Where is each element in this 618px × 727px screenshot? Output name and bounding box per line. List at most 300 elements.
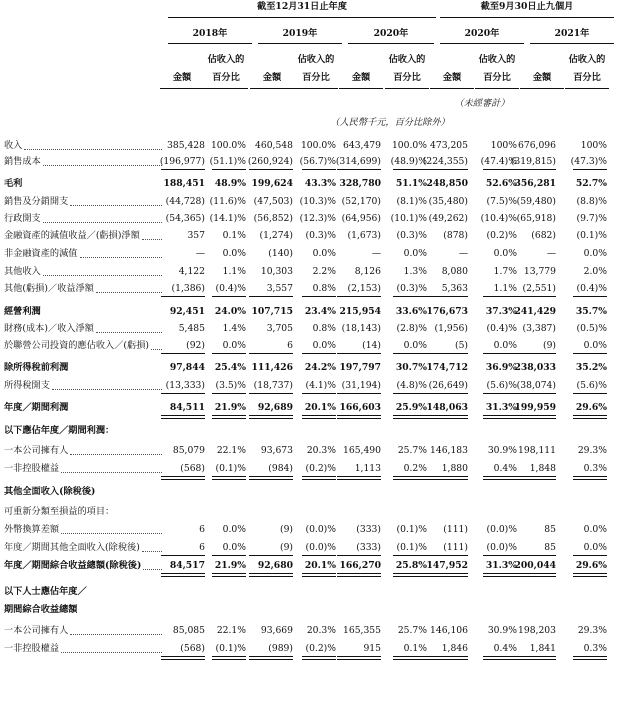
total-rule bbox=[512, 393, 556, 394]
percent-cell: 0.0% bbox=[403, 340, 427, 351]
total-rule bbox=[249, 169, 293, 170]
percent-cell: 0.0% bbox=[583, 542, 607, 553]
total-rule bbox=[573, 353, 607, 354]
total-rule bbox=[161, 296, 205, 297]
percent-cell: 25.9% bbox=[395, 402, 427, 413]
row-label: 銷售及分銷開支 bbox=[4, 196, 69, 207]
percent-cell: 0.8% bbox=[312, 283, 336, 294]
percent-cell: 0.0% bbox=[222, 340, 246, 351]
percent-cell: (0.0)% bbox=[486, 524, 517, 535]
pct-col-rule bbox=[565, 88, 609, 89]
percent-cell: 0.0% bbox=[403, 248, 427, 259]
total-rule bbox=[393, 573, 427, 577]
percent-cell: (0.2)% bbox=[305, 463, 336, 474]
amount-cell: — bbox=[371, 248, 381, 259]
total-rule bbox=[512, 353, 556, 354]
total-rule bbox=[573, 573, 607, 577]
total-rule bbox=[337, 415, 381, 419]
percent-cell: (0.0)% bbox=[305, 542, 336, 553]
percent-cell: 0.1% bbox=[403, 643, 427, 654]
percent-cell: 37.3% bbox=[485, 306, 517, 317]
amount-cell: (65,918) bbox=[516, 213, 556, 224]
amount-col-header: 金額 bbox=[262, 72, 282, 83]
percent-cell: (10.4)% bbox=[480, 213, 517, 224]
amount-cell: — bbox=[546, 248, 556, 259]
total-rule bbox=[424, 415, 468, 419]
total-rule bbox=[512, 555, 556, 556]
amount-cell: 241,429 bbox=[514, 306, 556, 317]
total-rule bbox=[337, 476, 381, 480]
amount-cell: 188,451 bbox=[163, 178, 205, 189]
percent-cell: (0.4)% bbox=[486, 323, 517, 334]
percent-cell: (8.1)% bbox=[396, 196, 427, 207]
percent-cell: (0.4)% bbox=[215, 283, 246, 294]
row-label: 可重新分類至損益的項目： bbox=[4, 506, 115, 517]
percent-cell: (0.1)% bbox=[576, 230, 607, 241]
percent-cell: (0.0)% bbox=[486, 542, 517, 553]
amount-cell: 356,281 bbox=[514, 178, 556, 189]
amount-cell: (64,956) bbox=[341, 213, 381, 224]
percent-cell: 48.9% bbox=[214, 178, 246, 189]
amount-cell: (13,333) bbox=[165, 380, 205, 391]
percent-cell: 25.7% bbox=[397, 445, 427, 456]
amount-cell: 198,111 bbox=[518, 445, 556, 456]
percent-cell: 0.8% bbox=[312, 323, 336, 334]
amount-cell: 197,797 bbox=[339, 362, 381, 373]
dot-leader bbox=[61, 533, 162, 534]
row-label: 於聯營公司投資的應佔收入／(虧損) bbox=[4, 340, 149, 351]
percent-cell: 36.9% bbox=[485, 362, 517, 373]
amount-cell: 85 bbox=[544, 542, 556, 553]
amount-col-header: 金額 bbox=[351, 72, 371, 83]
total-rule bbox=[393, 476, 427, 480]
amount-cell: 165,355 bbox=[343, 625, 381, 636]
amount-col-header: 金額 bbox=[442, 72, 462, 83]
total-rule bbox=[573, 169, 607, 170]
amount-cell: (1,274) bbox=[259, 230, 293, 241]
amount-cell: 643,479 bbox=[343, 140, 381, 151]
percent-cell: 0.0% bbox=[493, 340, 517, 351]
total-rule bbox=[212, 169, 246, 170]
total-rule bbox=[337, 296, 381, 297]
total-rule bbox=[512, 169, 556, 170]
dot-leader bbox=[70, 205, 162, 206]
percent-cell: 24.0% bbox=[214, 306, 246, 317]
total-rule bbox=[161, 353, 205, 354]
year-rule-2020 bbox=[348, 43, 434, 44]
percent-cell: 100% bbox=[490, 140, 517, 151]
percent-cell: 1.4% bbox=[222, 323, 246, 334]
total-rule bbox=[424, 393, 468, 394]
amount-cell: 10,303 bbox=[260, 266, 293, 277]
total-rule bbox=[424, 656, 468, 660]
amount-cell: 146,183 bbox=[430, 445, 468, 456]
amount-cell: 174,712 bbox=[426, 362, 468, 373]
amount-col-header: 金額 bbox=[172, 72, 192, 83]
percent-cell: (0.1)% bbox=[215, 463, 246, 474]
percent-cell: 25.8% bbox=[395, 560, 427, 571]
amount-cell: (1,386) bbox=[171, 283, 205, 294]
amount-cell: (18,143) bbox=[341, 323, 381, 334]
total-rule bbox=[161, 393, 205, 394]
amount-cell: (568) bbox=[180, 463, 205, 474]
amount-cell: 166,603 bbox=[339, 402, 381, 413]
group-rule-nine-months bbox=[440, 17, 614, 18]
total-rule bbox=[424, 555, 468, 556]
percent-cell: 22.1% bbox=[216, 445, 246, 456]
row-label: 其他(虧損)／收益淨額 bbox=[4, 283, 94, 294]
percent-cell: 21.9% bbox=[214, 560, 246, 571]
total-rule bbox=[302, 573, 336, 577]
row-label: 非金融資產的減值 bbox=[4, 248, 78, 259]
percent-cell: 30.7% bbox=[395, 362, 427, 373]
total-rule bbox=[212, 393, 246, 394]
total-rule bbox=[249, 353, 293, 354]
percent-cell: 52.7% bbox=[575, 178, 607, 189]
amount-cell: (9) bbox=[279, 542, 293, 553]
amount-cell: 93,673 bbox=[260, 445, 293, 456]
year-header-2020: 2020年 bbox=[373, 28, 409, 39]
row-label: 外幣換算差額 bbox=[4, 524, 60, 535]
percent-cell: (4.8)% bbox=[396, 380, 427, 391]
pct-col-header-line1: 佔收入的 bbox=[207, 54, 245, 65]
amount-cell: 460,548 bbox=[255, 140, 293, 151]
total-rule bbox=[424, 296, 468, 297]
amount-cell: 165,490 bbox=[343, 445, 381, 456]
row-label: 行政開支 bbox=[4, 213, 41, 224]
total-rule bbox=[573, 476, 607, 480]
percent-cell: 29.6% bbox=[575, 560, 607, 571]
percent-cell: (0.2)% bbox=[305, 643, 336, 654]
year-header-2019: 2019年 bbox=[282, 28, 318, 39]
amount-cell: (196,977) bbox=[159, 156, 205, 167]
amount-cell: (989) bbox=[268, 643, 293, 654]
amount-cell: 328,780 bbox=[339, 178, 381, 189]
pct-col-header-line2: 百分比 bbox=[393, 72, 421, 83]
percent-cell: 100% bbox=[580, 140, 607, 151]
percent-cell: 0.2% bbox=[403, 463, 427, 474]
total-rule bbox=[337, 573, 381, 577]
percent-cell: 20.1% bbox=[304, 560, 336, 571]
amount-cell: (31,194) bbox=[341, 380, 381, 391]
amount-cell: 199,624 bbox=[251, 178, 293, 189]
total-rule bbox=[393, 415, 427, 419]
amount-cell: (18,737) bbox=[253, 380, 293, 391]
percent-cell: 0.0% bbox=[583, 340, 607, 351]
amount-cell: (59,480) bbox=[516, 196, 556, 207]
percent-cell: (9.7)% bbox=[576, 213, 607, 224]
pct-col-header-line2: 百分比 bbox=[573, 72, 601, 83]
amount-cell: (47,503) bbox=[253, 196, 293, 207]
row-label: 一非控股權益 bbox=[4, 463, 60, 474]
amount-cell: 4,122 bbox=[178, 266, 205, 277]
pct-col-header-line1: 佔收入的 bbox=[568, 54, 606, 65]
amount-cell: 85,085 bbox=[172, 625, 205, 636]
year-header-2021-nine-months: 2021年 bbox=[554, 28, 590, 39]
pct-col-header-line2: 百分比 bbox=[302, 72, 330, 83]
amount-col-header: 金額 bbox=[532, 72, 552, 83]
percent-cell: 35.2% bbox=[575, 362, 607, 373]
amount-col-rule bbox=[250, 88, 294, 89]
percent-cell: 43.3% bbox=[304, 178, 336, 189]
amount-cell: 84,517 bbox=[169, 560, 205, 571]
amount-cell: (984) bbox=[268, 463, 293, 474]
amount-cell: (35,480) bbox=[428, 196, 468, 207]
pct-col-rule bbox=[475, 88, 519, 89]
dot-leader bbox=[52, 389, 162, 390]
total-rule bbox=[161, 573, 205, 577]
amount-cell: 148,063 bbox=[426, 402, 468, 413]
percent-cell: 0.0% bbox=[312, 248, 336, 259]
dot-leader bbox=[24, 149, 162, 150]
amount-cell: — bbox=[195, 248, 205, 259]
percent-cell: 25.4% bbox=[214, 362, 246, 373]
group-rule-years bbox=[168, 17, 436, 18]
amount-cell: 1,113 bbox=[354, 463, 381, 474]
percent-cell: 1.1% bbox=[493, 283, 517, 294]
percent-cell: (0.1)% bbox=[396, 542, 427, 553]
amount-cell: (92) bbox=[186, 340, 205, 351]
percent-cell: (0.0)% bbox=[305, 524, 336, 535]
amount-cell: 92,680 bbox=[257, 560, 293, 571]
percent-cell: 20.1% bbox=[304, 402, 336, 413]
percent-cell: (0.5)% bbox=[576, 323, 607, 334]
percent-cell: 52.6% bbox=[485, 178, 517, 189]
amount-cell: 8,126 bbox=[354, 266, 381, 277]
amount-cell: (5) bbox=[454, 340, 468, 351]
row-label: 金融資產的減值收益／(虧損)淨額 bbox=[4, 230, 140, 241]
year-header-2018: 2018年 bbox=[192, 28, 228, 39]
unit-note: （人民幣千元，百分比除外） bbox=[330, 117, 450, 128]
row-label: 財務(成本)／收入淨額 bbox=[4, 323, 94, 334]
percent-cell: (0.3)% bbox=[396, 230, 427, 241]
amount-cell: (26,649) bbox=[428, 380, 468, 391]
total-rule bbox=[302, 415, 336, 419]
amount-cell: 93,669 bbox=[260, 625, 293, 636]
group-header-nine-months: 截至9月30日止九個月 bbox=[480, 1, 574, 12]
percent-cell: (2.8)% bbox=[396, 323, 427, 334]
percent-cell: (5.6)% bbox=[576, 380, 607, 391]
amount-cell: (14) bbox=[362, 340, 381, 351]
total-rule bbox=[249, 476, 293, 480]
percent-cell: (3.5)% bbox=[215, 380, 246, 391]
total-rule bbox=[393, 393, 427, 394]
amount-col-rule bbox=[520, 88, 564, 89]
percent-cell: (48.9)% bbox=[390, 156, 427, 167]
percent-cell: 2.2% bbox=[312, 266, 336, 277]
percent-cell: 0.0% bbox=[312, 340, 336, 351]
amount-col-rule bbox=[339, 88, 383, 89]
amount-cell: 5,485 bbox=[178, 323, 205, 334]
amount-cell: (140) bbox=[268, 248, 293, 259]
total-rule bbox=[573, 415, 607, 419]
dot-leader bbox=[43, 275, 162, 276]
total-rule bbox=[302, 656, 336, 660]
dot-leader bbox=[151, 349, 162, 350]
amount-cell: (54,365) bbox=[165, 213, 205, 224]
total-rule bbox=[512, 573, 556, 577]
row-label: 一本公司擁有人 bbox=[4, 625, 69, 636]
total-rule bbox=[212, 296, 246, 297]
amount-cell: 5,363 bbox=[441, 283, 468, 294]
row-label: 年度／期間綜合收益總額(除稅後) bbox=[4, 560, 142, 571]
total-rule bbox=[337, 353, 381, 354]
amount-cell: 3,705 bbox=[266, 323, 293, 334]
percent-cell: (47.3)% bbox=[570, 156, 607, 167]
percent-cell: (0.1)% bbox=[215, 643, 246, 654]
amount-cell: (260,924) bbox=[247, 156, 293, 167]
amount-cell: 84,511 bbox=[169, 402, 205, 413]
percent-cell: (0.3)% bbox=[305, 230, 336, 241]
percent-cell: 0.0% bbox=[222, 248, 246, 259]
row-label: 一本公司擁有人 bbox=[4, 445, 69, 456]
amount-cell: (3,387) bbox=[522, 323, 556, 334]
percent-cell: (0.4)% bbox=[576, 283, 607, 294]
dot-leader bbox=[43, 222, 162, 223]
total-rule bbox=[302, 296, 336, 297]
percent-cell: 0.0% bbox=[222, 542, 246, 553]
percent-cell: 21.9% bbox=[214, 402, 246, 413]
percent-cell: (0.2)% bbox=[486, 230, 517, 241]
amount-cell: (682) bbox=[531, 230, 556, 241]
row-label: 其他收入 bbox=[4, 266, 41, 277]
percent-cell: 100.0% bbox=[391, 140, 427, 151]
dot-leader bbox=[70, 634, 162, 635]
total-rule bbox=[249, 656, 293, 660]
total-rule bbox=[337, 169, 381, 170]
percent-cell: (7.5)% bbox=[486, 196, 517, 207]
percent-cell: (8.8)% bbox=[576, 196, 607, 207]
percent-cell: 33.6% bbox=[395, 306, 427, 317]
row-label: 其他全面收入(除稅後) bbox=[4, 486, 96, 497]
group-header-years: 截至12月31日止年度 bbox=[257, 1, 347, 12]
amount-col-rule bbox=[430, 88, 474, 89]
amount-cell: 6 bbox=[287, 340, 293, 351]
amount-cell: (56,852) bbox=[253, 213, 293, 224]
total-rule bbox=[249, 555, 293, 556]
percent-cell: 0.3% bbox=[583, 643, 607, 654]
percent-cell: (56.7)% bbox=[299, 156, 336, 167]
total-rule bbox=[161, 169, 205, 170]
total-rule bbox=[573, 393, 607, 394]
total-rule bbox=[212, 555, 246, 556]
year-header-2020-nine-months: 2020年 bbox=[464, 28, 500, 39]
percent-cell: (10.1)% bbox=[390, 213, 427, 224]
percent-cell: 0.0% bbox=[222, 524, 246, 535]
amount-cell: (333) bbox=[356, 542, 381, 553]
total-rule bbox=[424, 353, 468, 354]
row-label: 收入 bbox=[4, 140, 23, 151]
dot-leader bbox=[96, 292, 162, 293]
amount-cell: 385,428 bbox=[167, 140, 205, 151]
total-rule bbox=[393, 555, 427, 556]
pct-col-header-line2: 百分比 bbox=[212, 72, 240, 83]
total-rule bbox=[302, 555, 336, 556]
total-rule bbox=[393, 169, 427, 170]
amount-cell: (9) bbox=[542, 340, 556, 351]
dot-leader bbox=[142, 239, 162, 240]
year-rule-2019 bbox=[258, 43, 342, 44]
unaudited-note: （未經審計） bbox=[454, 98, 510, 109]
amount-cell: (314,699) bbox=[335, 156, 381, 167]
percent-cell: (10.3)% bbox=[299, 196, 336, 207]
amount-cell: 238,033 bbox=[514, 362, 556, 373]
percent-cell: 30.9% bbox=[487, 625, 517, 636]
percent-cell: (0.3)% bbox=[396, 283, 427, 294]
amount-cell: (568) bbox=[180, 643, 205, 654]
amount-cell: 107,715 bbox=[251, 306, 293, 317]
total-rule bbox=[249, 296, 293, 297]
amount-cell: 3,557 bbox=[266, 283, 293, 294]
percent-cell: 22.1% bbox=[216, 625, 246, 636]
total-rule bbox=[302, 393, 336, 394]
row-label: 所得稅開支 bbox=[4, 380, 50, 391]
amount-cell: (333) bbox=[356, 524, 381, 535]
total-rule bbox=[424, 476, 468, 480]
amount-cell: 1,841 bbox=[529, 643, 556, 654]
total-rule bbox=[512, 476, 556, 480]
pct-col-rule bbox=[204, 88, 248, 89]
row-label: 毛利 bbox=[4, 178, 23, 189]
amount-cell: 97,844 bbox=[169, 362, 205, 373]
amount-cell: (49,262) bbox=[428, 213, 468, 224]
amount-cell: 915 bbox=[363, 643, 381, 654]
percent-cell: 29.3% bbox=[577, 445, 607, 456]
percent-cell: 35.7% bbox=[575, 306, 607, 317]
amount-cell: (111) bbox=[443, 542, 468, 553]
total-rule bbox=[161, 476, 205, 480]
amount-cell: (44,728) bbox=[165, 196, 205, 207]
percent-cell: 30.9% bbox=[487, 445, 517, 456]
percent-cell: 31.3% bbox=[485, 402, 517, 413]
percent-cell: 0.1% bbox=[222, 230, 246, 241]
amount-cell: (9) bbox=[279, 524, 293, 535]
percent-cell: 1.7% bbox=[493, 266, 517, 277]
total-rule bbox=[302, 353, 336, 354]
percent-cell: 25.7% bbox=[397, 625, 427, 636]
pct-col-header-line2: 百分比 bbox=[483, 72, 511, 83]
total-rule bbox=[393, 296, 427, 297]
amount-cell: (52,170) bbox=[341, 196, 381, 207]
percent-cell: 0.0% bbox=[583, 248, 607, 259]
total-rule bbox=[249, 415, 293, 419]
dot-leader bbox=[96, 332, 162, 333]
percent-cell: (12.3)% bbox=[299, 213, 336, 224]
amount-cell: 6 bbox=[199, 542, 205, 553]
amount-cell: 147,952 bbox=[426, 560, 468, 571]
percent-cell: 29.6% bbox=[575, 402, 607, 413]
amount-cell: (1,673) bbox=[347, 230, 381, 241]
amount-cell: 146,106 bbox=[430, 625, 468, 636]
total-rule bbox=[512, 415, 556, 419]
percent-cell: (14.1)% bbox=[209, 213, 246, 224]
row-label: 一非控股權益 bbox=[4, 643, 60, 654]
percent-cell: 51.1% bbox=[395, 178, 427, 189]
percent-cell: 24.2% bbox=[304, 362, 336, 373]
percent-cell: (5.6)% bbox=[486, 380, 517, 391]
percent-cell: 31.3% bbox=[485, 560, 517, 571]
percent-cell: 29.3% bbox=[577, 625, 607, 636]
total-rule bbox=[212, 656, 246, 660]
pct-col-header-line1: 佔收入的 bbox=[297, 54, 335, 65]
total-rule bbox=[424, 573, 468, 577]
amount-cell: (1,956) bbox=[434, 323, 468, 334]
amount-cell: 1,848 bbox=[529, 463, 556, 474]
pct-col-rule bbox=[294, 88, 338, 89]
dot-leader bbox=[142, 551, 162, 552]
row-label: 除所得稅前利潤 bbox=[4, 362, 69, 373]
total-rule bbox=[512, 656, 556, 660]
